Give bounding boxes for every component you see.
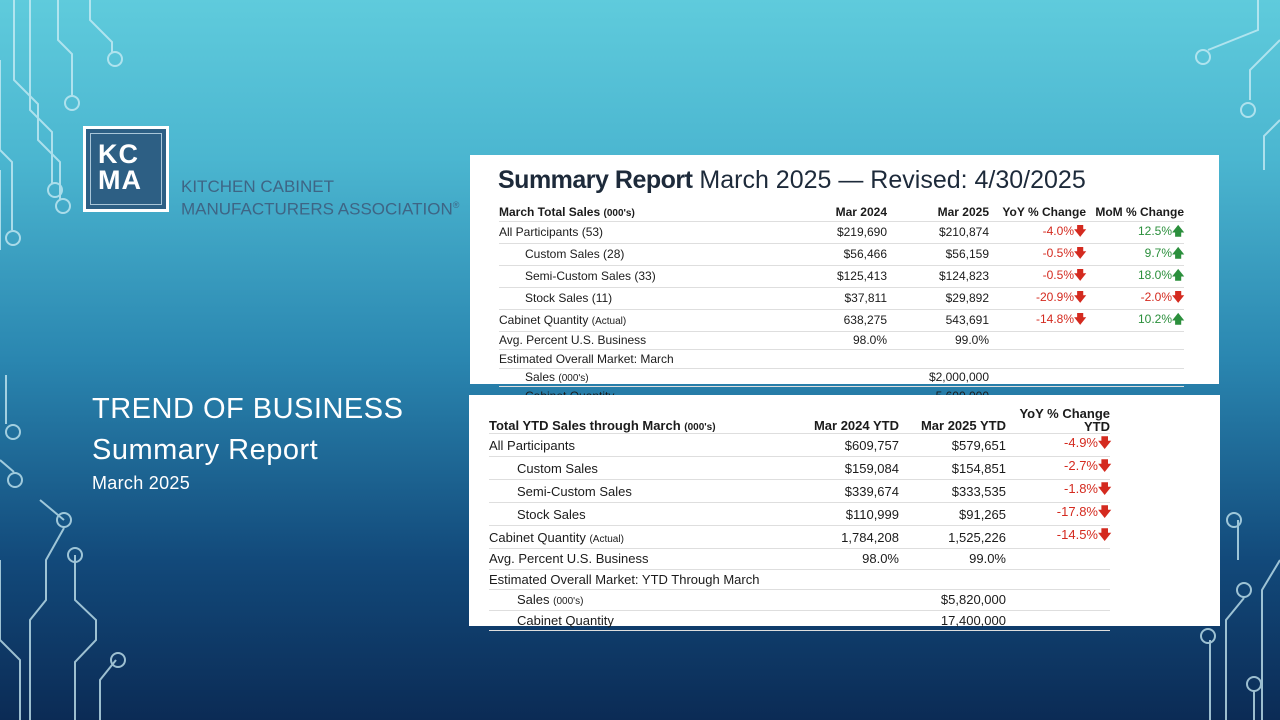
table-row <box>489 526 1110 549</box>
table-header <box>499 203 1184 221</box>
header-col: Mar 2025 <box>887 203 989 221</box>
row-label-text: Semi-Custom Sales (33) <box>525 269 656 283</box>
change-cell <box>1006 610 1110 631</box>
cell-mar-2024: 98.0% <box>784 331 887 350</box>
row-label-unit: (000's) <box>553 596 584 608</box>
change-positive <box>1086 243 1184 265</box>
row-label <box>489 457 794 480</box>
cell-mar-2024: $219,690 <box>784 221 887 243</box>
table-row <box>489 590 1110 611</box>
row-label-text: Sales <box>525 370 556 385</box>
cell-mar-2025: $56,159 <box>887 243 989 265</box>
table-row <box>489 457 1110 480</box>
table-row <box>489 434 1110 457</box>
row-label-unit: (Actual) <box>589 533 624 545</box>
logo-name-line1: KITCHEN CABINET <box>181 177 335 196</box>
change-value: -2.0% <box>1140 289 1172 304</box>
change-cell <box>1006 569 1110 590</box>
ytd-summary-panel <box>469 395 1220 626</box>
change-negative <box>1006 480 1110 503</box>
row-label-text: Stock Sales (11) <box>525 291 613 305</box>
change-value: -0.5% <box>1042 267 1074 282</box>
slide-title: TREND OF BUSINESS <box>92 393 404 425</box>
cell-mar-2024-ytd: $609,757 <box>794 434 899 457</box>
change-cell <box>1086 331 1184 350</box>
row-label <box>499 265 784 287</box>
table-row <box>489 610 1110 631</box>
change-negative <box>989 243 1086 265</box>
cell-mar-2024 <box>784 368 887 387</box>
change-value: -0.5% <box>1042 245 1074 260</box>
cell-mar-2024: 638,275 <box>784 309 887 331</box>
cell-mar-2025-ytd: 17,400,000 <box>899 610 1006 631</box>
change-value: -14.5% <box>1056 527 1098 542</box>
change-value: -1.8% <box>1064 481 1098 496</box>
table-row <box>499 309 1184 331</box>
table-row <box>499 287 1184 309</box>
cell-mar-2025: 543,691 <box>887 309 989 331</box>
row-label <box>499 309 784 331</box>
header-col: Mar 2024 YTD <box>794 407 899 434</box>
row-label-text: All Participants (53) <box>499 225 604 239</box>
row-label-text: Sales <box>517 592 550 608</box>
change-cell <box>989 331 1086 350</box>
arrow-down-icon: 🡇 <box>1074 223 1087 238</box>
change-negative <box>989 221 1086 243</box>
row-label <box>489 590 794 611</box>
row-label <box>489 610 794 631</box>
arrow-down-icon: 🡇 <box>1074 289 1087 304</box>
change-cell <box>1086 350 1184 369</box>
row-label-text: Cabinet Quantity <box>517 612 614 628</box>
arrow-down-icon: 🡇 <box>1098 435 1112 450</box>
header-label: March Total Sales (000's) <box>499 203 784 221</box>
cell-mar-2024-ytd: $159,084 <box>794 457 899 480</box>
cell-mar-2024-ytd <box>794 590 899 611</box>
row-label-text: Estimated Overall Market: March <box>499 351 674 366</box>
cell-mar-2025-ytd: 99.0% <box>899 549 1006 570</box>
row-label <box>489 569 794 590</box>
logo-trademark: ® <box>452 200 460 210</box>
logo-letters-bottom: MA <box>98 165 142 195</box>
row-label <box>489 526 794 549</box>
arrow-down-icon: 🡇 <box>1098 458 1112 473</box>
table-row <box>499 265 1184 287</box>
logo-mark <box>83 126 169 212</box>
row-label <box>499 221 784 243</box>
change-value: 9.7% <box>1144 245 1172 260</box>
row-label-text: Stock Sales <box>517 506 586 522</box>
row-label-text: Custom Sales (28) <box>525 247 625 261</box>
table-row <box>489 569 1110 590</box>
row-label <box>499 243 784 265</box>
change-negative <box>989 287 1086 309</box>
row-label-text: Cabinet Quantity <box>489 529 586 545</box>
table-row <box>499 221 1184 243</box>
change-negative <box>1006 434 1110 457</box>
monthly-summary-panel <box>470 155 1219 384</box>
cell-mar-2024-ytd: 98.0% <box>794 549 899 570</box>
cell-mar-2024-ytd: 1,784,208 <box>794 526 899 549</box>
header-col: Mar 2025 YTD <box>899 407 1006 434</box>
row-label <box>499 350 784 369</box>
cell-mar-2024-ytd <box>794 569 899 590</box>
table-row <box>489 503 1110 526</box>
cell-mar-2025-ytd: $154,851 <box>899 457 1006 480</box>
row-label-text: Avg. Percent U.S. Business <box>489 551 649 567</box>
change-negative <box>1006 526 1110 549</box>
arrow-up-icon: 🡅 <box>1172 245 1185 260</box>
row-label <box>499 331 784 350</box>
report-title-rest: March 2025 — Revised: 4/30/2025 <box>692 166 1086 194</box>
ytd-table <box>489 407 1110 631</box>
change-value: -4.9% <box>1064 435 1098 450</box>
row-label-text: All Participants <box>489 437 575 453</box>
row-label-text: Cabinet Quantity <box>499 313 589 327</box>
cell-mar-2024-ytd: $339,674 <box>794 480 899 503</box>
arrow-down-icon: 🡇 <box>1074 267 1087 282</box>
row-label <box>489 549 794 570</box>
row-label-text: Custom Sales <box>517 460 598 476</box>
change-positive <box>1086 221 1184 243</box>
slide-title-block <box>92 393 403 494</box>
change-negative <box>989 309 1086 331</box>
change-value: -20.9% <box>1035 289 1074 304</box>
table-row <box>499 243 1184 265</box>
change-value: 18.0% <box>1137 267 1172 282</box>
row-label <box>499 368 784 387</box>
header-col: MoM % Change <box>1086 203 1184 221</box>
cell-mar-2025: $124,823 <box>887 265 989 287</box>
change-cell <box>1086 368 1184 387</box>
arrow-down-icon: 🡇 <box>1172 289 1185 304</box>
change-value: 10.2% <box>1137 311 1172 326</box>
cell-mar-2025: 99.0% <box>887 331 989 350</box>
change-value: 12.5% <box>1137 223 1172 238</box>
change-cell <box>989 350 1086 369</box>
row-label-unit: (Actual) <box>591 316 627 327</box>
header-col: Mar 2024 <box>784 203 887 221</box>
logo-letters-top: KC <box>98 139 139 169</box>
cell-mar-2025-ytd <box>899 569 1006 590</box>
change-value: -2.7% <box>1064 458 1098 473</box>
table-header <box>489 407 1110 434</box>
cell-mar-2024: $125,413 <box>784 265 887 287</box>
table-row <box>499 368 1184 387</box>
cell-mar-2025: $2,000,000 <box>887 368 989 387</box>
cell-mar-2024: $56,466 <box>784 243 887 265</box>
table-row <box>489 480 1110 503</box>
change-negative <box>1006 503 1110 526</box>
row-label-unit: (000's) <box>558 373 589 385</box>
change-positive <box>1086 265 1184 287</box>
change-cell <box>1006 590 1110 611</box>
table-row <box>489 549 1110 570</box>
arrow-down-icon: 🡇 <box>1074 245 1087 260</box>
cell-mar-2024-ytd: $110,999 <box>794 503 899 526</box>
report-title-bold: Summary Report <box>498 166 693 194</box>
row-label <box>489 480 794 503</box>
cell-mar-2025: $29,892 <box>887 287 989 309</box>
header-label: Total YTD Sales through March (000's) <box>489 407 794 434</box>
change-negative <box>989 265 1086 287</box>
kcma-logo <box>83 126 503 226</box>
arrow-down-icon: 🡇 <box>1098 481 1112 496</box>
row-label-text: Estimated Overall Market: YTD Through March <box>489 571 760 587</box>
change-positive <box>1086 309 1184 331</box>
logo-name-line2: MANUFACTURERS ASSOCIATION <box>181 199 453 219</box>
arrow-down-icon: 🡇 <box>1098 504 1112 519</box>
arrow-down-icon: 🡇 <box>1074 311 1087 326</box>
cell-mar-2025-ytd: $5,820,000 <box>899 590 1006 611</box>
cell-mar-2024-ytd <box>794 610 899 631</box>
row-label-text: Semi-Custom Sales <box>517 483 632 499</box>
change-cell <box>1006 549 1110 570</box>
change-value: -17.8% <box>1056 504 1098 519</box>
cell-mar-2024 <box>784 350 887 369</box>
change-negative <box>1006 457 1110 480</box>
change-cell <box>989 368 1086 387</box>
cell-mar-2024: $37,811 <box>784 287 887 309</box>
table-row <box>499 331 1184 350</box>
row-label <box>489 434 794 457</box>
cell-mar-2025-ytd: $579,651 <box>899 434 1006 457</box>
header-col: YoY % Change <box>989 203 1086 221</box>
change-negative <box>1086 287 1184 309</box>
cell-mar-2025-ytd: $333,535 <box>899 480 1006 503</box>
header-col: YoY % Change YTD <box>1006 407 1110 434</box>
monthly-table <box>499 203 1184 406</box>
change-value: -14.8% <box>1035 311 1074 326</box>
logo-wordmark <box>181 178 459 219</box>
cell-mar-2025 <box>887 350 989 369</box>
cell-mar-2025: $210,874 <box>887 221 989 243</box>
slide-subtitle: Summary Report <box>92 434 319 466</box>
change-value: -4.0% <box>1042 223 1074 238</box>
arrow-up-icon: 🡅 <box>1172 311 1185 326</box>
row-label <box>489 503 794 526</box>
arrow-up-icon: 🡅 <box>1172 267 1185 282</box>
arrow-up-icon: 🡅 <box>1172 223 1185 238</box>
arrow-down-icon: 🡇 <box>1098 527 1112 542</box>
table-row <box>499 350 1184 369</box>
cell-mar-2025-ytd: 1,525,226 <box>899 526 1006 549</box>
row-label <box>499 287 784 309</box>
slide-date: March 2025 <box>92 473 191 493</box>
cell-mar-2025-ytd: $91,265 <box>899 503 1006 526</box>
report-title <box>498 166 1086 195</box>
row-label-text: Avg. Percent U.S. Business <box>499 333 647 348</box>
